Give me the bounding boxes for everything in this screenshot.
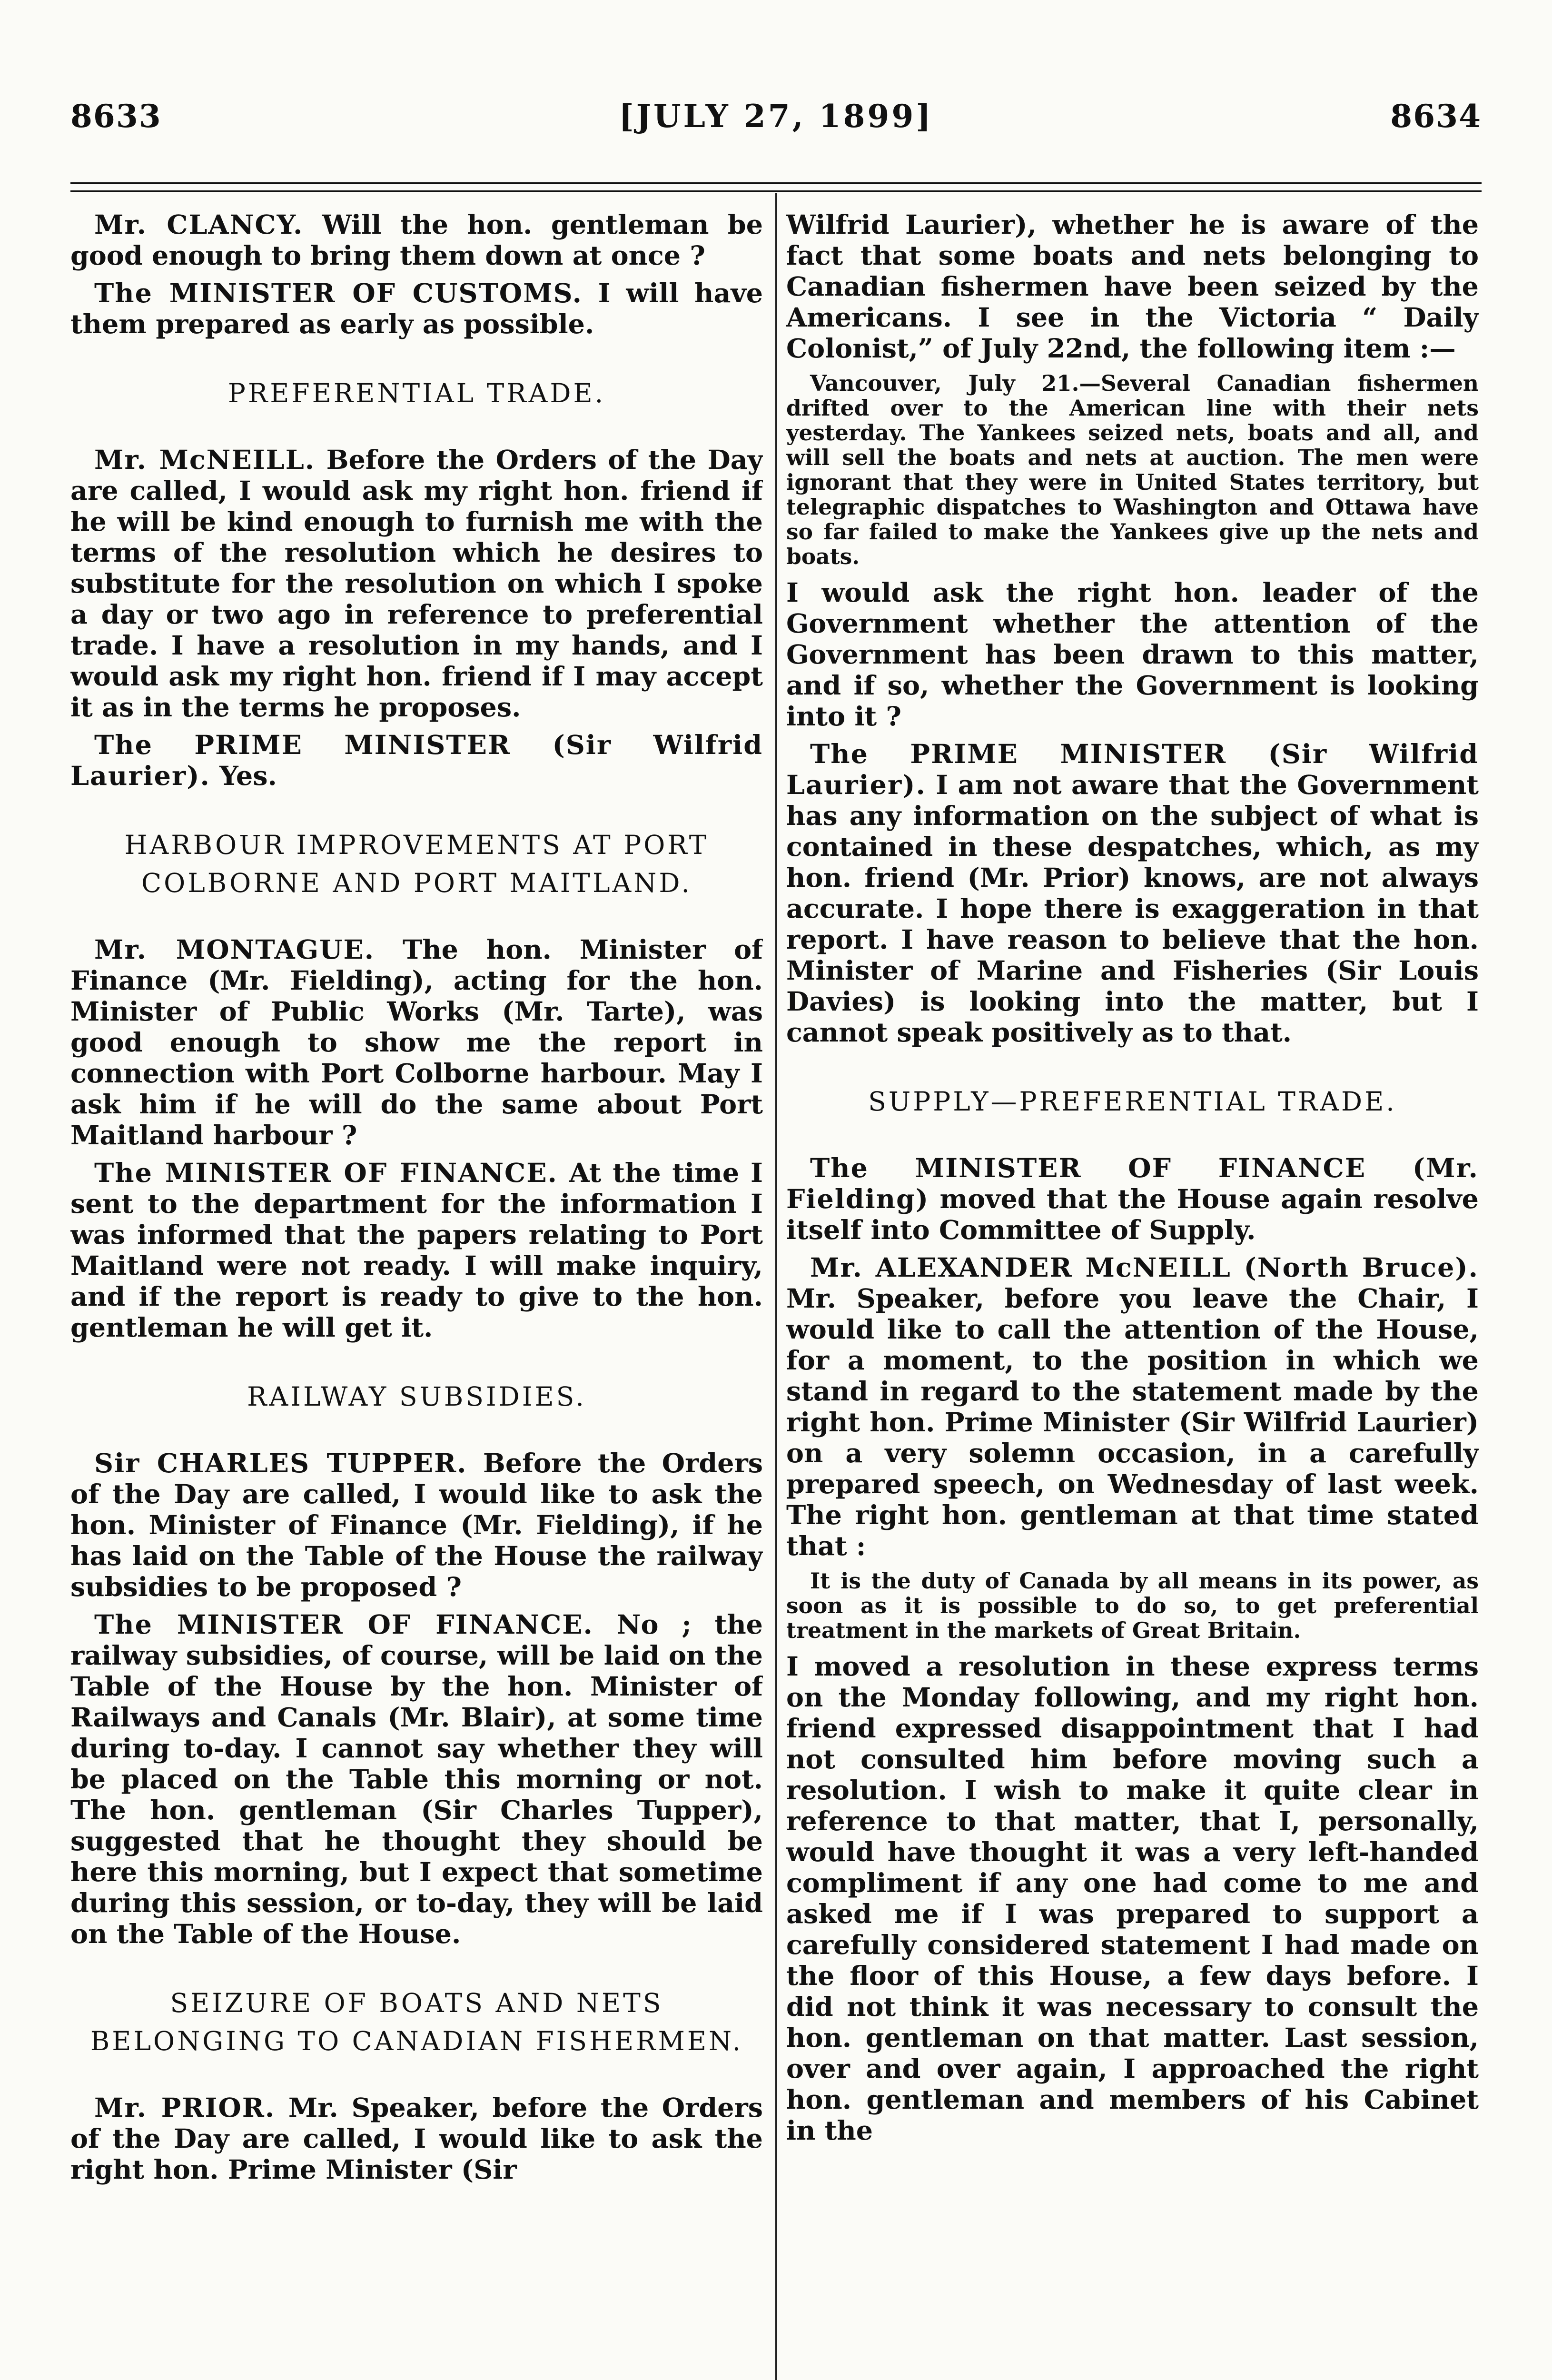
paragraph xyxy=(70,278,763,340)
speech-text: Before the Orders of the Day are called, I would like to ask the hon. Minister of Finance (Mr. Fielding), if he has laid on the Table of the House the railway subsidies to be proposed ? xyxy=(70,1448,763,1603)
speech-text: I will have them prepared as early as possible. xyxy=(70,278,763,340)
paragraph xyxy=(70,1158,763,1343)
speech-text: No ; the railway subsidies, of course, will be laid on the Table of the House by the hon. Minister of Railways and Canals (Mr. Blair), at some time during to-day. I cannot say whether they will be placed on the Table this morning or not. The hon. gentleman (Sir Charles Tupper), suggested that he thought they should be here this morning, but I expect that sometime during this session, or to-day, they will be laid on the Table of the House. xyxy=(70,1609,763,1950)
speaker: Mr. CLANCY. xyxy=(94,209,304,240)
speaker: The MINISTER OF CUSTOMS. xyxy=(94,278,583,309)
speaker: Mr. PRIOR. xyxy=(94,2092,276,2123)
header-rule-bottom xyxy=(70,190,1482,192)
page-date: [JULY 27, 1899] xyxy=(619,98,933,135)
paragraph xyxy=(70,1448,763,1603)
speaker: The MINISTER OF FINANCE (Mr. Fielding) xyxy=(786,1153,1479,1215)
speaker: Mr. McNEILL. xyxy=(94,445,316,476)
header-rule-top xyxy=(70,182,1482,184)
section-heading: RAILWAY SUBSIDIES. xyxy=(247,1381,586,1412)
quoted-statement: It is the duty of Canada by all means in its power, as soon as it is possible to do so, to get preferential treatment in the markets of Great Britain. xyxy=(786,1568,1479,1643)
speaker: The PRIME MINISTER (Sir Wilfrid Laurier). xyxy=(786,739,1479,801)
speech-text: At the time I sent to the department for the information I was informed that the papers relating to Port Maitland were not ready. I will make inquiry, and if the report is ready to give to the hon. gentleman he will get it. xyxy=(70,1158,763,1343)
paragraph xyxy=(786,1153,1479,1246)
speech-text: Mr. Speaker, before the Orders of the Day are called, I would like to ask the right hon. Prime Minister (Sir xyxy=(70,2092,763,2185)
section-heading: SEIZURE OF BOATS AND NETS BELONGING TO CANADIAN FISHERMEN. xyxy=(90,1988,743,2056)
speaker: The MINISTER OF FINANCE. xyxy=(94,1609,593,1640)
page-header xyxy=(70,98,1482,140)
speech-text: Before the Orders of the Day are called, I would ask my right hon. friend if he will be kind enough to furnish me with the terms of the resolution which he desires to substitute for the resolution on which I spoke a day or two ago in reference to preferential trade. I have a resolution in my hands, and I would ask my right hon. friend if I may accept it as in the terms he proposes. xyxy=(70,445,763,723)
section-heading: HARBOUR IMPROVEMENTS AT PORT COLBORNE AND PORT MAITLAND. xyxy=(124,830,709,898)
speaker: Mr. ALEXANDER McNEILL (North Bruce). xyxy=(810,1252,1479,1283)
page-number-left: 8633 xyxy=(70,98,162,135)
speech-text: moved that the House again resolve itself into Committee of Supply. xyxy=(786,1184,1479,1246)
page-number-right: 8634 xyxy=(1390,98,1482,135)
paragraph xyxy=(70,2092,763,2185)
paragraph xyxy=(70,445,763,723)
speaker: The PRIME MINISTER (Sir Wilfrid Laurier). xyxy=(70,730,763,792)
paragraph xyxy=(786,1252,1479,1562)
speech-text: I am not aware that the Government has any information on the subject of what is contained in these despatches, which, as my hon. friend (Mr. Prior) knows, are not always accurate. I hope there is exaggeration in that report. I have reason to believe that the hon. Minister of Marine and Fisheries (Sir Louis Davies) is looking into the matter, but I cannot speak positively as to that. xyxy=(786,770,1479,1048)
paragraph xyxy=(70,934,763,1151)
paragraph xyxy=(786,739,1479,1048)
paragraph: Wilfrid Laurier), whether he is aware of the fact that some boats and nets belonging to Canadian fishermen have been seized by the Americans. I see in the Victoria “ Daily Colonist,” of July 22nd, the following item :— xyxy=(786,209,1479,364)
speaker: Sir CHARLES TUPPER. xyxy=(94,1448,467,1479)
paragraph: I would ask the right hon. leader of the Government whether the attention of the Government has been drawn to this matter, and if so, whether the Government is looking into it ? xyxy=(786,577,1479,732)
paragraph xyxy=(70,209,763,271)
speech-text: Will the hon. gentleman be good enough to bring them down at once ? xyxy=(70,209,763,271)
paragraph: I moved a resolution in these express terms on the Monday following, and my right hon. friend expressed disappointment that I had not consulted him before moving such a resolution. I wish to make it quite clear in reference to that matter, that I, personally, would have thought it was a very left-handed compliment if any one had come to me and asked me if I was prepared to support a carefully considered statement I had made on the floor of this House, a few days before. I did not think it was necessary to consult the hon. gentleman on that matter. Last session, over and over again, I approached the right hon. gentleman and members of his Cabinet in the xyxy=(786,1651,1479,2146)
speech-text: Yes. xyxy=(210,761,277,792)
section-heading: SUPPLY—PREFERENTIAL TRADE. xyxy=(868,1086,1397,1117)
speaker: The MINISTER OF FINANCE. xyxy=(94,1158,558,1189)
column-divider xyxy=(775,193,777,2380)
speaker: Mr. MONTAGUE. xyxy=(94,934,375,965)
paragraph xyxy=(70,730,763,792)
speech-text: The hon. Minister of Finance (Mr. Fielding), acting for the hon. Minister of Public Works (Mr. Tarte), was good enough to show me the report in connection with Port Colborne harbour. May I ask him if he will do the same about Port Maitland harbour ? xyxy=(70,934,763,1151)
left-column xyxy=(70,209,763,2380)
speech-text: Mr. Speaker, before you leave the Chair, I would like to call the attention of the House, for a moment, to the position in which we stand in regard to the statement made by the right hon. Prime Minister (Sir Wilfrid Laurier) on a very solemn occasion, in a carefully prepared speech, on Wednesday of last week. The right hon. gentleman at that time stated that : xyxy=(786,1283,1479,1562)
quoted-news-item: Vancouver, July 21.—Several Canadian fishermen drifted over to the American line with their nets yesterday. The Yankees seized nets, boats and all, and will sell the boats and nets at auction. The men were ignorant that they were in United States territory, but telegraphic dispatches to Washington and Ottawa have so far failed to make the Yankees give up the nets and boats. xyxy=(786,370,1479,569)
section-heading: PREFERENTIAL TRADE. xyxy=(227,378,606,408)
paragraph xyxy=(70,1609,763,1950)
right-column xyxy=(786,209,1479,2380)
